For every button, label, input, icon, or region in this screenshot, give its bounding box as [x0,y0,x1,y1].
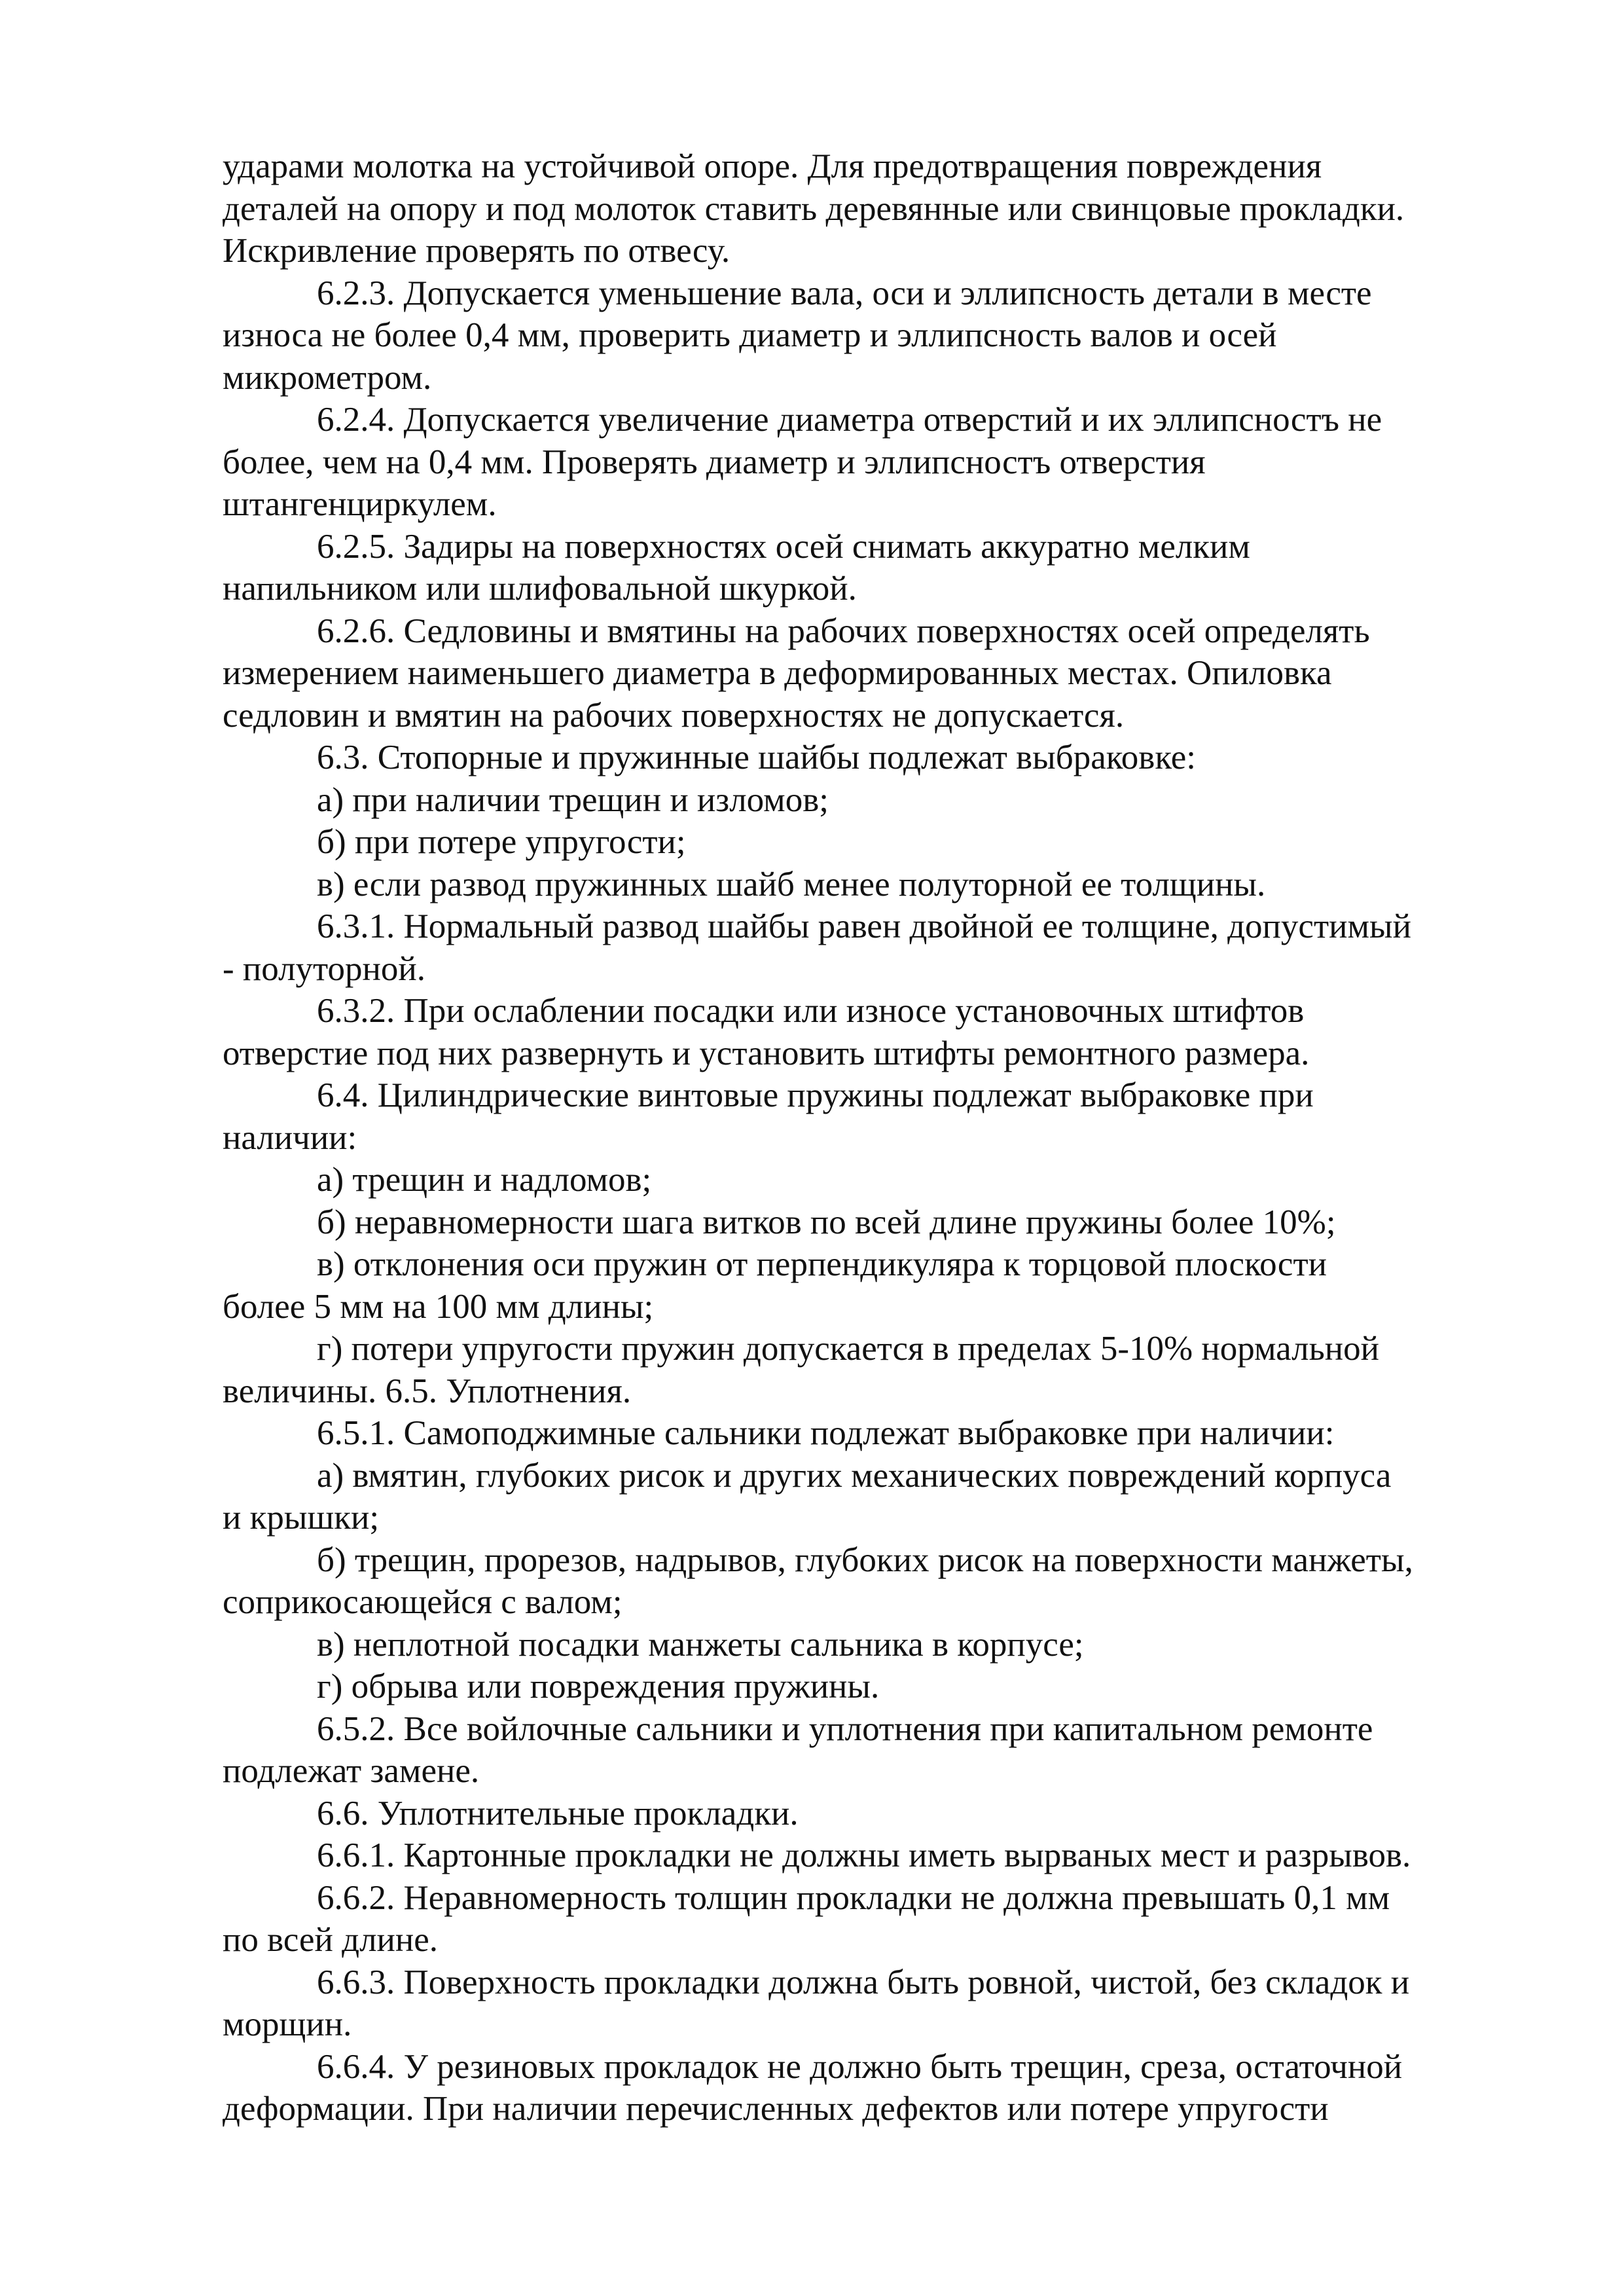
text-line: 6.2.4. Допускается увеличение диаметра отверстий и их эллипсностъ не [317,401,1382,439]
text-line: 6.2.5. Задиры на поверхностях осей снимать аккуратно мелким [317,527,1250,566]
text-line: измерением наименьшего диаметра в деформированных местах. Опиловка [223,654,1332,692]
text-line: подлежат замене. [223,1752,480,1790]
text-line: отверстие под них развернуть и установить штифты ремонтного размера. [223,1034,1310,1072]
text-line: а) трещин и надломов; [317,1161,652,1199]
text-line: - полуторной. [223,949,425,988]
text-line: деталей на опору и под молоток ставить деревянные или свинцовые прокладки. [223,189,1405,228]
text-line: по всей длине. [223,1921,439,1959]
text-line: а) вмятин, глубоких рисок и других механических повреждений корпуса [317,1456,1392,1495]
text-line: ударами молотка на устойчивой опоре. Для предотвращения повреждения [223,147,1322,185]
text-line: в) отклонения оси пружин от перпендикуляра к торцовой плоскости [317,1245,1327,1283]
text-line: и крышки; [223,1499,380,1537]
text-line: величины. 6.5. Уплотнения. [223,1372,632,1410]
text-line: б) при потере упругости; [317,823,686,861]
text-line: напильником или шлифовальной шкуркой. [223,570,857,608]
text-line: штангенциркулем. [223,485,497,523]
text-line: морщин. [223,2005,352,2043]
text-line: износа не более 0,4 мм, проверить диаметр и эллипсность валов и осей [223,316,1277,354]
text-line: 6.2.6. Седловины и вмятины на рабочих поверхностях осей определять [317,611,1370,650]
text-line: 6.6.3. Поверхность прокладки должна быть ровной, чистой, без складок и [317,1963,1410,2001]
text-line: седловин и вмятин на рабочих поверхностях не допускается. [223,696,1125,735]
text-line: г) обрыва или повреждения пружины. [317,1667,880,1705]
text-line: 6.4. Цилиндрические винтовые пружины подлежат выбраковке при [317,1076,1314,1114]
text-line: более, чем на 0,4 мм. Проверять диаметр и эллипсностъ отверстия [223,443,1206,481]
text-line: 6.3.2. При ослаблении посадки или износе установочных штифтов [317,992,1305,1030]
text-line: б) трещин, прорезов, надрывов, глубоких рисок на поверхности манжеты, [317,1540,1413,1579]
text-line: 6.5.1. Самоподжимные сальники подлежат выбраковке при наличии: [317,1414,1335,1452]
text-line: более 5 мм на 100 мм длины; [223,1287,654,1326]
text-line: 6.3.1. Нормальный развод шайбы равен двойной ее толщине, допустимый [317,907,1411,945]
text-line: а) при наличии трещин и изломов; [317,780,829,819]
text-line: Искривление проверять по отвесу. [223,232,731,270]
text-line: 6.5.2. Все войлочные сальники и уплотнения при капитальном ремонте [317,1709,1373,1748]
text-line: 6.2.3. Допускается уменьшение вала, оси и эллипсность детали в месте [317,274,1372,312]
text-line: 6.6.2. Неравномерность толщин прокладки не должна превышать 0,1 мм [317,1878,1390,1917]
text-line: микрометром. [223,358,432,397]
text-line: 6.6.1. Картонные прокладки не должны иметь вырваных мест и разрывов. [317,1836,1411,1874]
text-line: в) если развод пружинных шайб менее полуторной ее толщины. [317,865,1266,903]
text-line: г) потери упругости пружин допускается в пределах 5-10% нормальной [317,1330,1379,1368]
text-line: б) неравномерности шага витков по всей длине пружины более 10%; [317,1203,1336,1241]
text-line: деформации. При наличии перечисленных дефектов или потере упругости [223,2090,1329,2128]
document-body-text [223,145,1486,2130]
text-line: 6.3. Стопорные и пружинные шайбы подлежат выбраковке: [317,738,1197,776]
text-line: в) неплотной посадки манжеты сальника в корпусе; [317,1625,1084,1664]
text-line: наличии: [223,1118,357,1157]
text-line: 6.6. Уплотнительные прокладки. [317,1794,799,1832]
text-line: соприкосающейся с валом; [223,1583,623,1621]
text-line: 6.6.4. У резиновых прокладок не должно быть трещин, среза, остаточной [317,2047,1403,2086]
